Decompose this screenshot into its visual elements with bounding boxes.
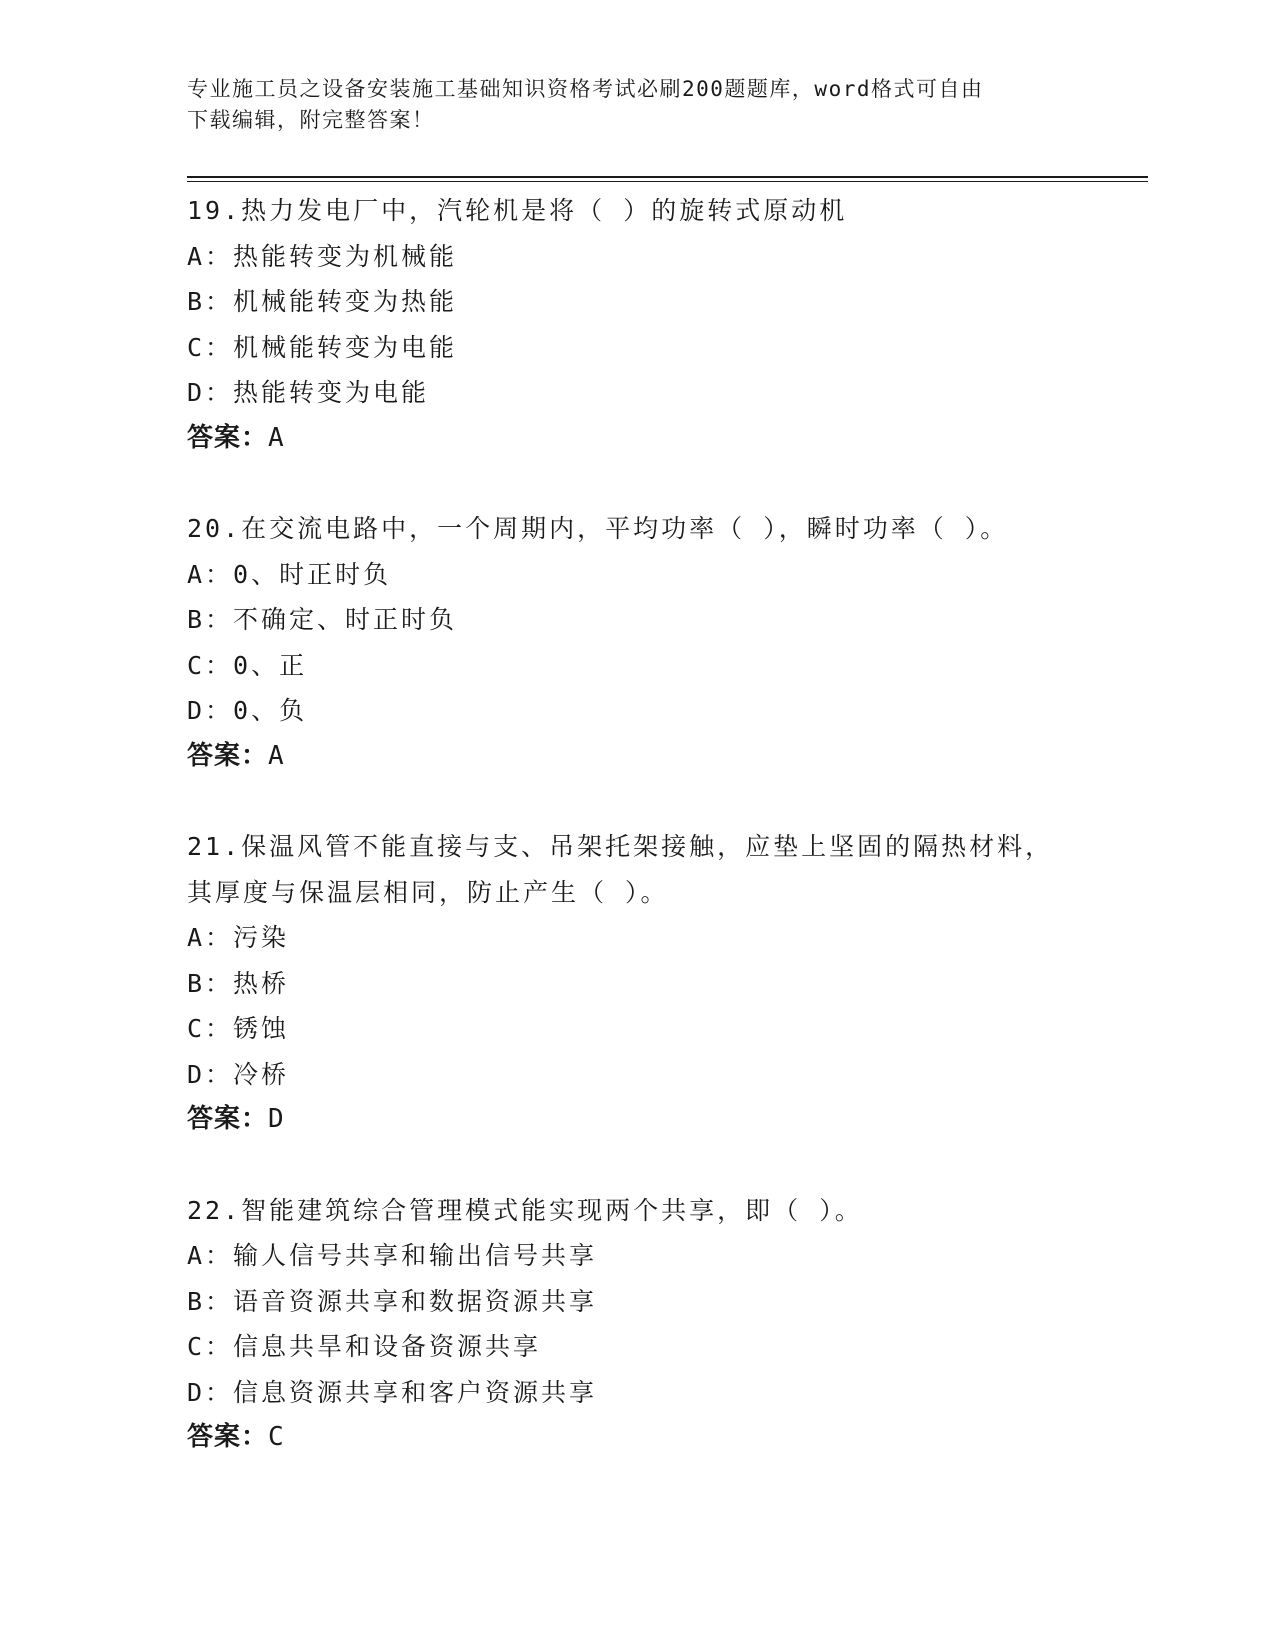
option-a: A：热能转变为机械能 <box>187 241 458 271</box>
question-list <box>187 188 1147 1506</box>
option-d: D：信息资源共享和客户资源共享 <box>187 1377 598 1407</box>
question-stem: 21.保温风管不能直接与支、吊架托架接触，应垫上坚固的隔热材料， <box>187 832 1054 861</box>
option-d: D：热能转变为电能 <box>187 378 430 407</box>
answer-label: 答案： <box>187 422 269 453</box>
answer-label: 答案： <box>187 1104 269 1134</box>
answer-value: A <box>268 740 285 771</box>
option-c: C：0、正 <box>187 650 308 680</box>
answer-label: 答案： <box>187 1422 269 1452</box>
option-d: D：冷桥 <box>187 1059 290 1089</box>
option-c: C：机械能转变为电能 <box>187 332 458 362</box>
answer-value: D <box>268 1104 285 1134</box>
answer-line <box>187 416 1147 462</box>
answer-line <box>187 1097 1147 1143</box>
question-stem-continued: 其厚度与保温层相同，防止产生（ ）。 <box>187 877 669 907</box>
header-line-2: 下载编辑，附完整答案！ <box>187 108 435 132</box>
answer-value: C <box>268 1422 285 1452</box>
answer-label: 答案： <box>187 740 269 771</box>
question-stem: 22.智能建筑综合管理模式能实现两个共享，即（ ）。 <box>187 1195 863 1225</box>
question-stem: 20.在交流电路中，一个周期内，平均功率（ ），瞬时功率（ ）。 <box>187 514 1009 543</box>
option-a: A：输人信号共享和输出信号共享 <box>187 1241 598 1270</box>
question-stem: 19.热力发电厂中，汽轮机是将（ ）的旋转式原动机 <box>187 196 848 225</box>
option-a: A：污染 <box>187 923 290 952</box>
option-a: A：0、时正时负 <box>187 559 392 589</box>
option-d: D：0、负 <box>187 696 308 725</box>
option-b: B：不确定、时正时负 <box>187 605 458 634</box>
header-divider-thick <box>187 176 1148 178</box>
question-20 <box>187 506 1147 779</box>
document-header <box>187 74 1087 136</box>
option-c: C：锈蚀 <box>187 1014 290 1043</box>
question-21 <box>187 824 1147 1143</box>
answer-value: A <box>268 422 285 453</box>
option-b: B：机械能转变为热能 <box>187 287 458 316</box>
answer-line <box>187 1415 1147 1461</box>
option-b: B：热桥 <box>187 968 290 998</box>
header-divider-thin <box>187 181 1148 182</box>
option-c: C：信息共旱和设备资源共享 <box>187 1332 542 1361</box>
answer-line <box>187 734 1147 780</box>
question-22 <box>187 1188 1147 1461</box>
option-b: B：语音资源共享和数据资源共享 <box>187 1286 598 1316</box>
question-19 <box>187 188 1147 461</box>
header-line-1: 专业施工员之设备安装施工基础知识资格考试必刷200题题库，word格式可自由 <box>187 77 984 101</box>
